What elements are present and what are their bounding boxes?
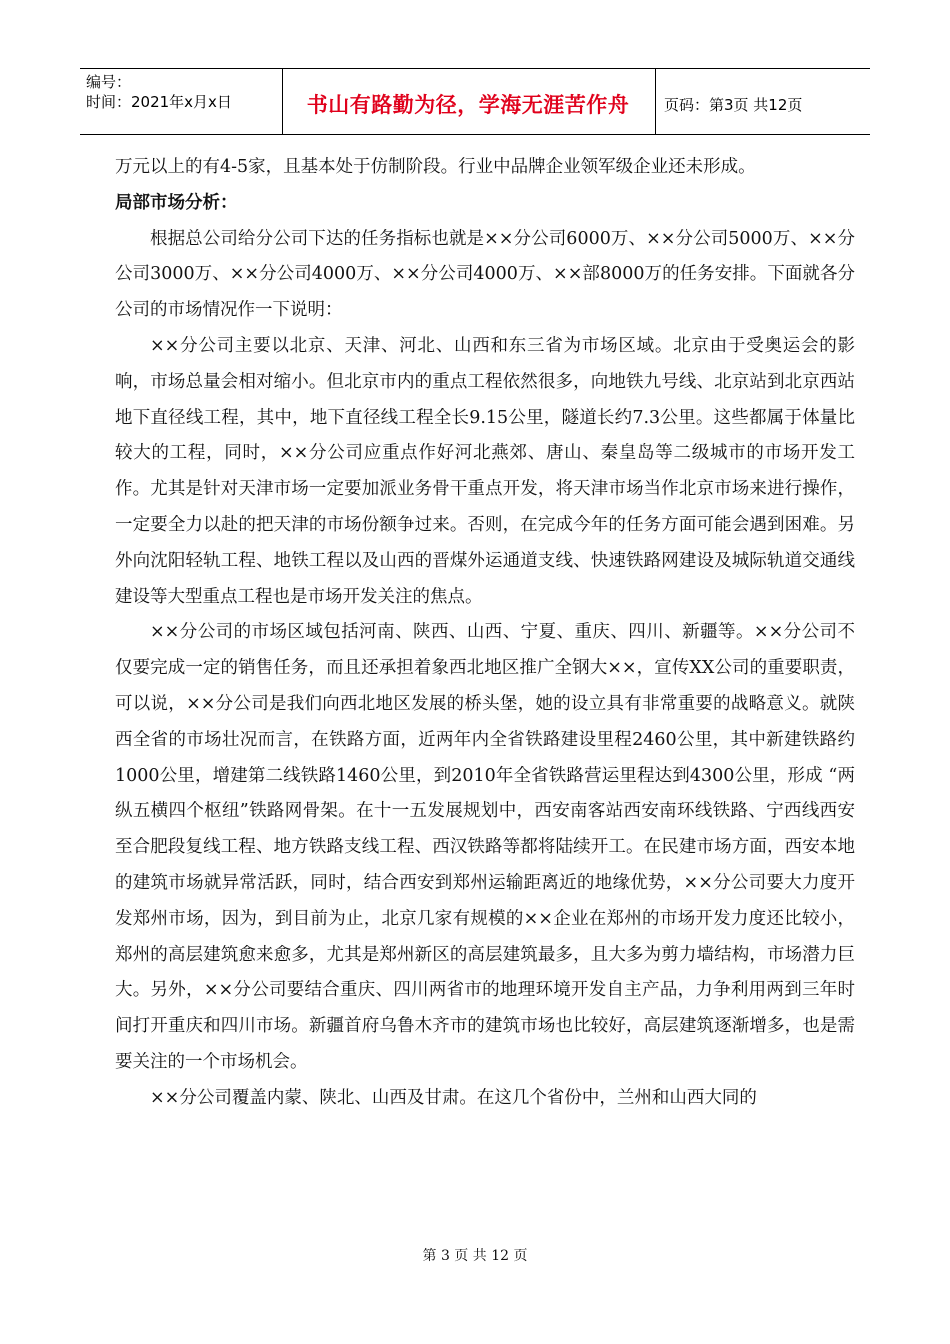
page-footer: 第 3 页 共 12 页	[422, 1248, 528, 1264]
header-divider-left	[282, 68, 283, 135]
document-date-label: 时间：2021年x月x日	[86, 93, 232, 111]
paragraph-task-targets: 根据总公司给分公司下达的任务指标也就是××分公司6000万、××分公司5000万、××分公司3000万、××分公司4000万、××分公司4000万、××部8000万的任务安排。下面就各分公司的市场情况作一下说明：	[115, 228, 855, 321]
paragraph-beijing-branch: ××分公司主要以北京、天津、河北、山西和东三省为市场区域。北京由于受奥运会的影响，市场总量会相对缩小。但北京市内的重点工程依然很多，向地铁九号线、北京站到北京西站地下直径线工程，其中，地下直径线工程全长9.15公里，隧道长约7.3公里。这些都属于体量比较大的工程，同时，××分公司应重点作好河北燕郊、唐山、秦皇岛等二级城市的市场开发工作。尤其是针对天津市场一定要加派业务骨干重点开发，将天津市场当作北京市场来进行操作，一定要全力以赴的把天津的市场份额争过来。否则，在完成今年的任务方面可能会遇到困难。另外向沈阳轻轨工程、地铁工程以及山西的晋煤外运通道支线、快速铁路网建设及城际轨道交通线建设等大型重点工程也是市场开发关注的焦点。	[115, 335, 855, 607]
document-body	[115, 150, 855, 1117]
header-page-info: 页码：第3页 共12页	[664, 96, 803, 114]
header-bottom-rule	[80, 134, 870, 135]
paragraph-inner-mongolia-branch: ××分公司覆盖内蒙、陕北、山西及甘肃。在这几个省份中，兰州和山西大同的	[150, 1087, 757, 1108]
header-divider-right	[655, 68, 656, 135]
header-motto: 书山有路勤为径，学海无涯苦作舟	[306, 93, 630, 117]
section-heading: 局部市场分析：	[115, 192, 238, 213]
paragraph-continuation: 万元以上的有4-5家，且基本处于仿制阶段。行业中品牌企业领军级企业还未形成。	[115, 157, 756, 177]
header-top-rule	[80, 68, 870, 69]
header-left-cell	[86, 72, 282, 112]
paragraph-northwest-branch: ××分公司的市场区域包括河南、陕西、山西、宁夏、重庆、四川、新疆等。××分公司不仅要完成一定的销售任务，而且还承担着象西北地区推广全钢大××，宣传XX公司的重要职责，可以说，××分公司是我们向西北地区发展的桥头堡，她的设立具有非常重要的战略意义。就陕西全省的市场壮况而言，在铁路方面，近两年内全省铁路建设里程2460公里，其中新建铁路约1000公里，增建第二线铁路1460公里，到2010年全省铁路营运里程达到4300公里，形成 “两纵五横四个枢纽”铁路网骨架。在十一五发展规划中，西安南客站西安南环线铁路、宁西线西安至合肥段复线工程、地方铁路支线工程、西汉铁路等都将陆续开工。在民建市场方面，西安本地的建筑市场就异常活跃，同时，结合西安到郑州运输距离近的地缘优势，××分公司要大力度开发郑州市场，因为，到目前为止，北京几家有规模的××企业在郑州的市场开发力度还比较小，郑州的高层建筑愈来愈多，尤其是郑州新区的高层建筑最多，且大多为剪力墙结构，市场潜力巨大。另外，××分公司要结合重庆、四川两省市的地理环境开发自主产品，力争利用两到三年时间打开重庆和四川市场。新疆首府乌鲁木齐市的建筑市场也比较好，高层建筑逐渐增多，也是需要关注的一个市场机会。	[115, 622, 855, 1072]
document-number-label: 编号：	[86, 73, 132, 91]
